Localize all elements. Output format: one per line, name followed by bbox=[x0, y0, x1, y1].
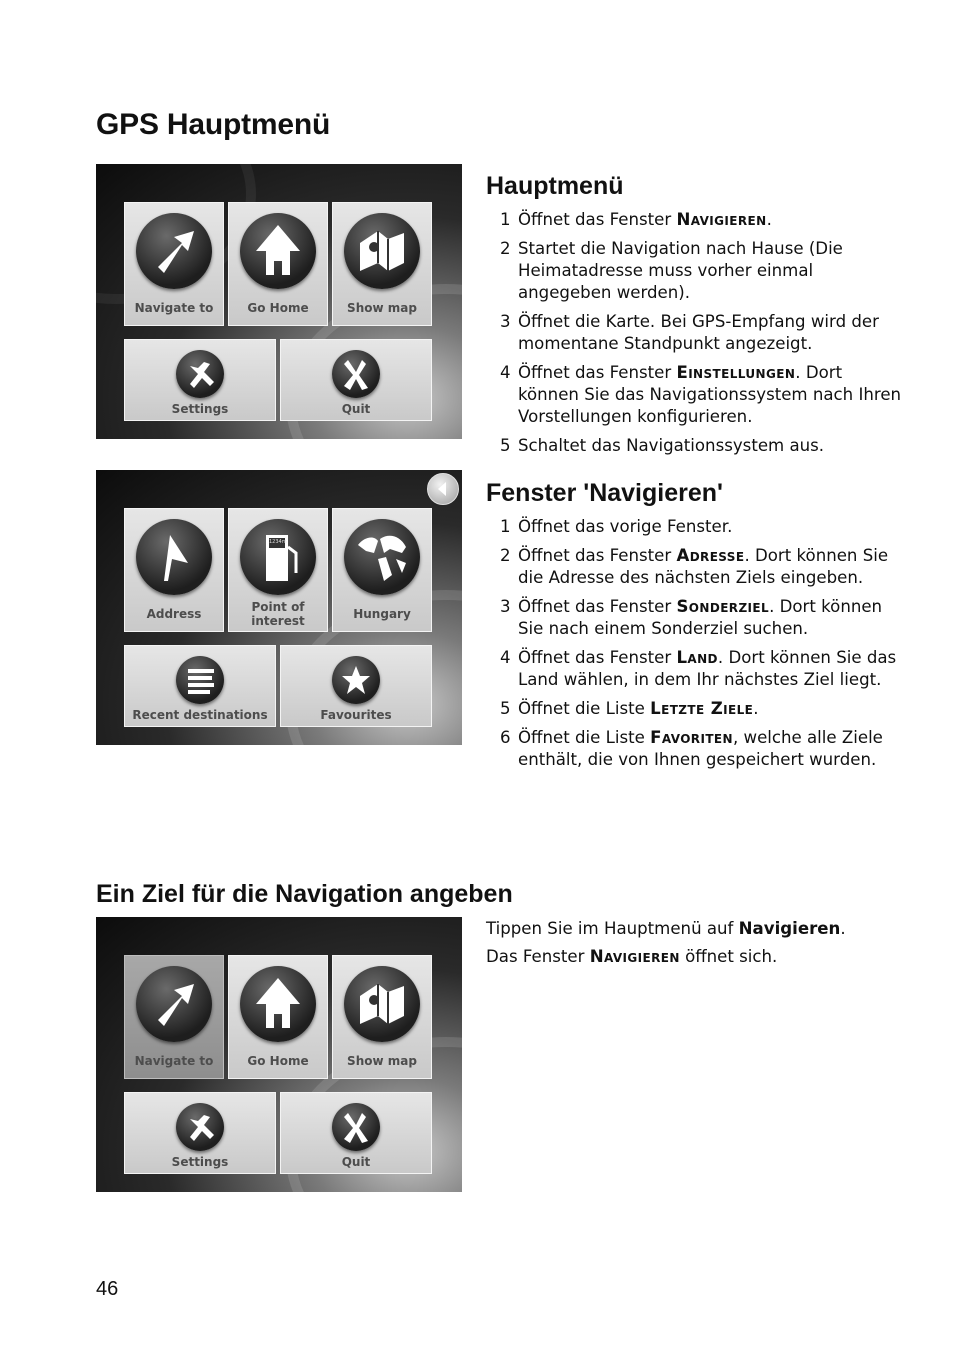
list-item bbox=[486, 362, 906, 428]
go-home-button[interactable] bbox=[228, 955, 328, 1079]
window-name: Sonderziel bbox=[676, 597, 770, 616]
list-item-text: , welche alle Ziele enthält, die von Ihnen gespeichert wurden. bbox=[518, 728, 883, 769]
map-icon bbox=[344, 213, 420, 289]
navigate-to-label: Navigate to bbox=[134, 1054, 214, 1068]
list-item-text: Öffnet das Fenster bbox=[518, 597, 677, 616]
list-item-text: Öffnet das Fenster bbox=[518, 546, 677, 565]
navigate-to-label: Navigate to bbox=[134, 301, 214, 315]
navigate-menu-screenshot bbox=[96, 470, 462, 745]
list-item-text: Öffnet die Liste bbox=[518, 728, 651, 747]
navigate-to-button-selected[interactable] bbox=[124, 955, 224, 1079]
address-button[interactable] bbox=[124, 508, 224, 632]
list-item bbox=[486, 516, 906, 538]
poi-label-line1: Point of bbox=[251, 600, 305, 614]
home-icon bbox=[240, 966, 316, 1042]
settings-button[interactable] bbox=[124, 339, 276, 421]
list-item bbox=[486, 698, 906, 720]
list-item bbox=[486, 596, 906, 640]
list-item-number: 3 bbox=[500, 312, 511, 331]
p1-bold: Navigieren bbox=[738, 919, 841, 938]
flag-icon bbox=[136, 519, 212, 595]
recent-destinations-button[interactable] bbox=[124, 645, 276, 727]
quit-cross-icon bbox=[332, 1103, 380, 1151]
list-icon bbox=[176, 656, 224, 704]
favourites-button[interactable] bbox=[280, 645, 432, 727]
navigate-arrow-icon bbox=[136, 966, 212, 1042]
fuel-pump-icon bbox=[240, 519, 316, 595]
list-item-text: Öffnet das vorige Fenster. bbox=[518, 517, 733, 536]
fuel-sign-label: 1234m bbox=[269, 539, 287, 545]
list-item-text: Startet die Navigation nach Hause (Die Heimatadresse muss vorher einmal angegeben werden). bbox=[518, 239, 843, 302]
navigate-arrow-icon bbox=[136, 213, 212, 289]
list-item-text: . bbox=[753, 699, 759, 718]
list-item bbox=[486, 727, 906, 771]
list-item-text: Öffnet die Liste bbox=[518, 699, 651, 718]
list-item bbox=[486, 238, 906, 304]
list-item-number: 4 bbox=[500, 648, 511, 667]
quit-cross-icon bbox=[332, 350, 380, 398]
settings-label: Settings bbox=[171, 402, 229, 416]
poi-button[interactable] bbox=[228, 508, 328, 632]
list-item-number: 1 bbox=[500, 210, 511, 229]
star-icon bbox=[332, 656, 380, 704]
favourites-label: Favourites bbox=[320, 708, 392, 722]
list-item-text: . Dort können Sie das Land wählen, in dem Ihr nächstes Ziel liegt. bbox=[518, 648, 897, 689]
section-heading-navigieren: Fenster 'Navigieren' bbox=[486, 479, 723, 507]
p1-after: . bbox=[840, 919, 846, 938]
list-item-text: Öffnet das Fenster bbox=[518, 210, 677, 229]
section-heading-ziel: Ein Ziel für die Navigation angeben bbox=[96, 880, 513, 908]
hauptmenu-list bbox=[486, 209, 906, 464]
show-map-label: Show map bbox=[347, 301, 417, 315]
show-map-label: Show map bbox=[347, 1054, 417, 1068]
main-menu-screenshot bbox=[96, 164, 462, 439]
window-name: Land bbox=[676, 648, 718, 667]
wrench-icon bbox=[176, 350, 224, 398]
list-item-text: . Dort können Sie nach einem Sonderziel suchen. bbox=[518, 597, 883, 638]
back-button[interactable] bbox=[427, 473, 459, 505]
quit-label: Quit bbox=[341, 402, 371, 416]
list-item-number: 3 bbox=[500, 597, 511, 616]
go-home-label: Go Home bbox=[247, 301, 309, 315]
list-item-text: . Dort können Sie das Navigationssystem nach Ihren Vorstellungen konfigurieren. bbox=[518, 363, 902, 426]
list-item bbox=[486, 435, 906, 457]
list-item-number: 2 bbox=[500, 239, 511, 258]
p2-after: öffnet sich. bbox=[679, 947, 778, 966]
list-item-number: 1 bbox=[500, 517, 511, 536]
list-item-number: 6 bbox=[500, 728, 511, 747]
page-title: GPS Hauptmenü bbox=[96, 108, 331, 141]
wrench-icon bbox=[176, 1103, 224, 1151]
instruction-paragraph-2 bbox=[486, 946, 906, 968]
list-item-number: 5 bbox=[500, 699, 511, 718]
page-number: 46 bbox=[96, 1278, 119, 1300]
quit-button[interactable] bbox=[280, 1092, 432, 1174]
quit-label: Quit bbox=[341, 1155, 371, 1169]
instruction-paragraph-1 bbox=[486, 918, 906, 940]
navigieren-list bbox=[486, 516, 906, 778]
window-name: Letzte Ziele bbox=[650, 699, 754, 718]
window-name: Favoriten bbox=[650, 728, 733, 747]
list-item bbox=[486, 311, 906, 355]
list-item-text: . bbox=[766, 210, 772, 229]
list-item-number: 2 bbox=[500, 546, 511, 565]
p1-before: Tippen Sie im Hauptmenü auf bbox=[486, 919, 739, 938]
section-heading-hauptmenu: Hauptmenü bbox=[486, 172, 624, 200]
navigate-to-button[interactable] bbox=[124, 202, 224, 326]
list-item-number: 5 bbox=[500, 436, 511, 455]
list-item-text: . Dort können Sie die Adresse des nächsten Ziels eingeben. bbox=[518, 546, 889, 587]
p2-before: Das Fenster bbox=[486, 947, 590, 966]
window-name: Adresse bbox=[676, 546, 745, 565]
quit-button[interactable] bbox=[280, 339, 432, 421]
list-item bbox=[486, 545, 906, 589]
settings-button[interactable] bbox=[124, 1092, 276, 1174]
main-menu-selected-screenshot bbox=[96, 917, 462, 1192]
country-button[interactable] bbox=[332, 508, 432, 632]
globe-icon bbox=[344, 519, 420, 595]
map-icon bbox=[344, 966, 420, 1042]
list-item-text: Schaltet das Navigationssystem aus. bbox=[518, 436, 825, 455]
list-item bbox=[486, 647, 906, 691]
list-item-text: Öffnet das Fenster bbox=[518, 363, 677, 382]
home-icon bbox=[240, 213, 316, 289]
back-arrow-icon bbox=[428, 474, 458, 504]
country-label: Hungary bbox=[353, 607, 411, 621]
poi-label-line2: interest bbox=[251, 614, 305, 628]
settings-label: Settings bbox=[171, 1155, 229, 1169]
address-label: Address bbox=[146, 607, 202, 621]
list-item-text: Öffnet das Fenster bbox=[518, 648, 677, 667]
p2-smallcaps: Navigieren bbox=[589, 947, 680, 966]
window-name: Navigieren bbox=[676, 210, 767, 229]
go-home-button[interactable] bbox=[228, 202, 328, 326]
go-home-label: Go Home bbox=[247, 1054, 309, 1068]
list-item bbox=[486, 209, 906, 231]
show-map-button[interactable] bbox=[332, 202, 432, 326]
recent-destinations-label: Recent destinations bbox=[132, 708, 268, 722]
show-map-button[interactable] bbox=[332, 955, 432, 1079]
list-item-text: Öffnet die Karte. Bei GPS-Empfang wird der momentane Standpunkt angezeigt. bbox=[518, 312, 879, 353]
list-item-number: 4 bbox=[500, 363, 511, 382]
window-name: Einstellungen bbox=[676, 363, 796, 382]
